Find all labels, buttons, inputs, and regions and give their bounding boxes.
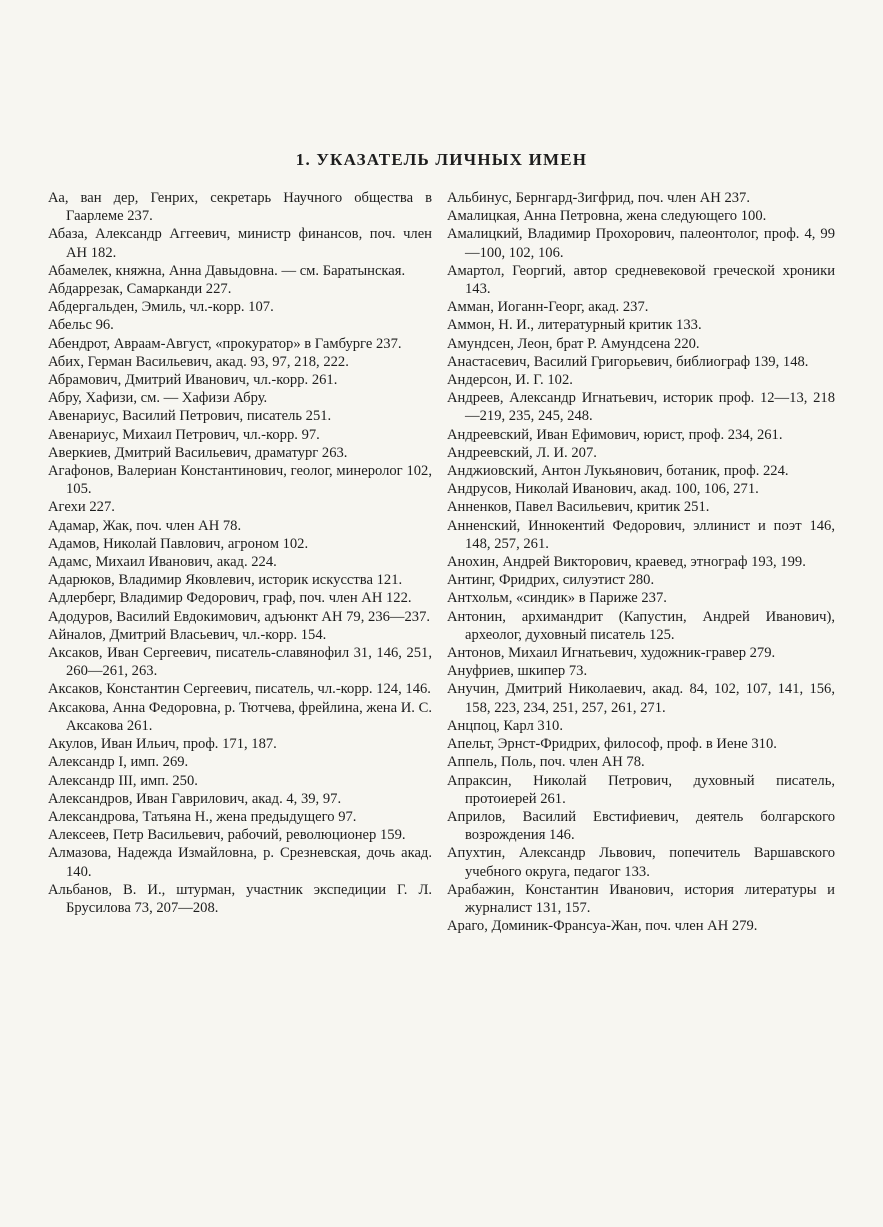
index-entry: Амундсен, Леон, брат Р. Амундсена 220. (447, 335, 700, 352)
index-entry: Амалицкий, Владимир Прохорович, палеонтолог, проф. 4, 99—100, 102, 106. (447, 226, 835, 261)
index-entry: Амартол, Георгий, автор средневековой греческой хроники 143. (447, 262, 835, 298)
index-entry: Александр III, имп. 250. (48, 772, 198, 789)
index-entry: Андерсон, И. Г. 102. (447, 372, 573, 389)
index-entry: Анохин, Андрей Викторович, краевед, этнограф 193, 199. (447, 554, 806, 571)
index-entry: Алексеев, Петр Васильевич, рабочий, революционер 159. (48, 827, 406, 844)
index-entry: Амалицкая, Анна Петровна, жена следующего 100. (447, 208, 767, 225)
index-entry: Аверкиев, Дмитрий Васильевич, драматург 263. (48, 444, 348, 461)
index-entry: Александр I, имп. 269. (48, 754, 189, 771)
index-entry: Абельс 96. (48, 317, 114, 334)
index-entry: Акулов, Иван Ильич, проф. 171, 187. (48, 736, 277, 753)
index-entry: Анучин, Дмитрий Николаевич, акад. 84, 102, 107, 141, 156, 158, 223, 234, 251, 257, 261, 271. (447, 681, 835, 716)
index-entry: Абаза, Александр Аггеевич, министр финансов, поч. член АН 182. (48, 226, 432, 261)
index-entry: Андреев, Александр Игнатьевич, историк проф. 12—13, 218—219, 235, 245, 248. (447, 390, 835, 425)
index-entry: Абру, Хафизи, см. — Хафизи Абру. (48, 390, 268, 407)
index-entry: Айналов, Дмитрий Власьевич, чл.-корр. 154. (48, 626, 327, 643)
index-entry: Амман, Иоганн-Георг, акад. 237. (447, 299, 649, 316)
index-entry: Анцпоц, Карл 310. (447, 717, 563, 734)
index-entry: Аммон, Н. И., литературный критик 133. (447, 317, 702, 334)
index-entry: Альбинус, Бернгард-Зигфрид, поч. член АН 237. (447, 190, 750, 206)
index-entry: Аксаков, Константин Сергеевич, писатель, чл.-корр. 124, 146. (48, 681, 431, 698)
index-entry: Априлов, Василий Евстифиевич, деятель болгарского возрождения 146. (447, 808, 835, 844)
index-entry: Андреевский, Иван Ефимович, юрист, проф. 234, 261. (447, 426, 783, 443)
index-entry: Аа, ван дер, Генрих, секретарь Научного общества в Гаарлеме 237. (48, 190, 432, 225)
index-entry: Антинг, Фридрих, силуэтист 280. (447, 572, 655, 589)
index-entry: Антонов, Михаил Игнатьевич, художник-гравер 279. (447, 645, 776, 662)
index-entry: Апухтин, Александр Львович, попечитель Варшавского учебного округа, педагог 133. (447, 845, 835, 880)
index-entry: Абих, Герман Васильевич, акад. 93, 97, 218, 222. (48, 353, 349, 370)
index-entry: Андрусов, Николай Иванович, акад. 100, 106, 271. (447, 481, 759, 498)
index-entry: Анненков, Павел Васильевич, критик 251. (447, 499, 710, 516)
index-entry: Адлерберг, Владимир Федорович, граф, поч. член АН 122. (48, 590, 412, 607)
index-entry: Адарюков, Владимир Яковлевич, историк искусства 121. (48, 572, 403, 589)
index-entry: Адодуров, Василий Евдокимович, адъюнкт АН 79, 236—237. (48, 608, 431, 625)
index-entry: Антонин, архимандрит (Капустин, Андрей Иванович), археолог, духовный писатель 125. (447, 608, 835, 643)
index-entry: Агафонов, Валериан Константинович, геолог, минеролог 102, 105. (48, 463, 432, 498)
index-entry: Апельт, Эрнст-Фридрих, философ, проф. в Иене 310. (447, 736, 777, 753)
index-entry: Анастасевич, Василий Григорьевич, библиограф 139, 148. (447, 353, 809, 370)
index-entry: Александрова, Татьяна Н., жена предыдущего 97. (48, 808, 357, 825)
index-entry: Араго, Доминик-Франсуа-Жан, поч. член АН 279. (447, 918, 758, 935)
index-entry: Агехи 227. (48, 499, 115, 516)
index-entry: Абендрот, Авраам-Август, «прокуратор» в Гамбурге 237. (48, 335, 402, 352)
index-entry: Абрамович, Дмитрий Иванович, чл.-корр. 261. (48, 372, 338, 389)
index-entry: Абдергальден, Эмиль, чл.-корр. 107. (48, 299, 274, 316)
index-entry: Апраксин, Николай Петрович, духовный писатель, протоиерей 261. (447, 772, 835, 807)
index-entry: Аксакова, Анна Федоровна, р. Тютчева, фрейлина, жена И. С. Аксакова 261. (48, 699, 432, 734)
index-entry: Антхольм, «синдик» в Париже 237. (447, 590, 667, 607)
index-entry: Абамелек, княжна, Анна Давыдовна. — см. Баратынская. (48, 262, 406, 279)
index-entry: Адамар, Жак, поч. член АН 78. (48, 517, 242, 534)
index-entry: Анджиовский, Антон Лукьянович, ботаник, проф. 224. (447, 463, 789, 480)
index-entry: Алмазова, Надежда Измайловна, р. Срезневская, дочь акад. 140. (48, 845, 432, 880)
index-entry: Альбанов, В. И., штурман, участник экспедиции Г. Л. Брусилова 73, 207—208. (48, 881, 432, 916)
index-entry: Аппель, Поль, поч. член АН 78. (447, 754, 645, 771)
index-entry: Аксаков, Иван Сергеевич, писатель-славянофил 31, 146, 251, 260—261, 263. (48, 645, 432, 680)
left-column (48, 189, 432, 917)
index-entry: Авенариус, Василий Петрович, писатель 251. (48, 408, 332, 425)
index-entry: Адамс, Михаил Иванович, акад. 224. (48, 554, 277, 571)
index-entry: Анненский, Иннокентий Федорович, эллинист и поэт 146, 148, 257, 261. (447, 517, 835, 552)
index-entry: Авенариус, Михаил Петрович, чл.-корр. 97. (48, 426, 320, 443)
right-column (447, 189, 835, 935)
index-entry: Андреевский, Л. И. 207. (447, 444, 597, 461)
page-title: 1. УКАЗАТЕЛЬ ЛИЧНЫХ ИМЕН (295, 150, 588, 169)
index-entry: Адамов, Николай Павлович, агроном 102. (48, 535, 309, 552)
index-entry: Ануфриев, шкипер 73. (447, 663, 588, 680)
index-entry: Абдаррезак, Самарканди 227. (48, 281, 232, 298)
index-entry: Арабажин, Константин Иванович, история литературы и журналист 131, 157. (447, 881, 835, 916)
index-entry: Александров, Иван Гаврилович, акад. 4, 39, 97. (48, 790, 342, 807)
